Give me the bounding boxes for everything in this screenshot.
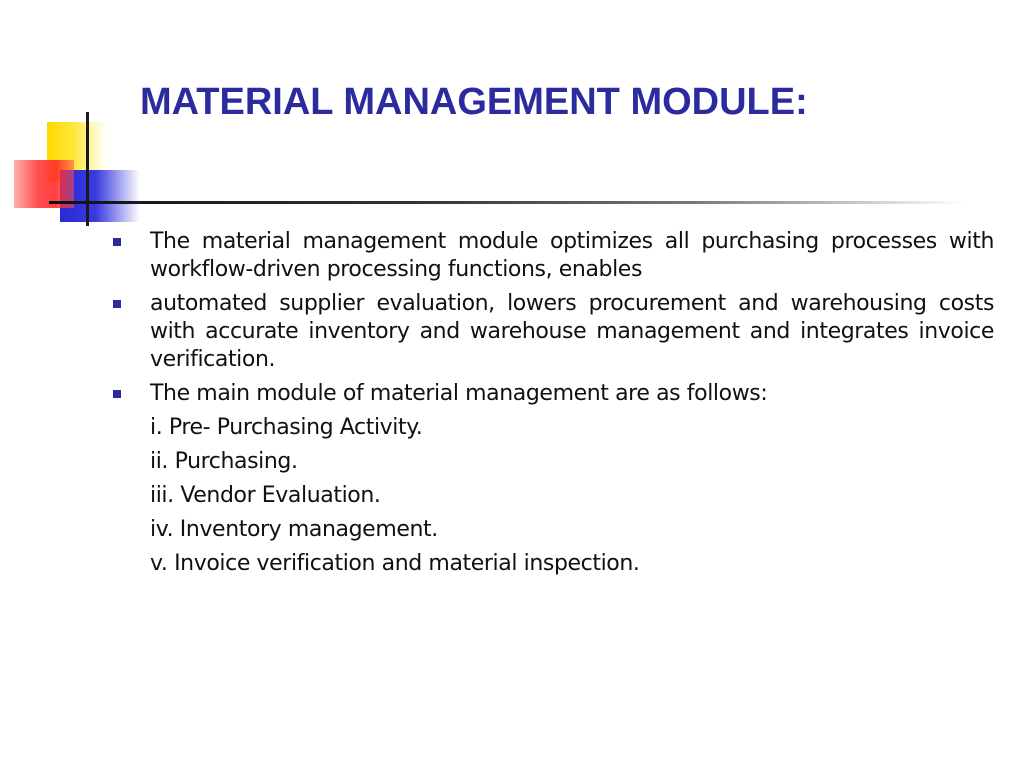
bullet-item (110, 228, 994, 284)
title-underline (49, 201, 964, 204)
sub-item: iii. Vendor Evaluation. (150, 483, 381, 508)
square-bullet-icon (113, 238, 121, 246)
square-bullet-icon (113, 300, 121, 308)
sub-item: iv. Inventory management. (150, 517, 438, 542)
slide-title: MATERIAL MANAGEMENT MODULE: (140, 81, 808, 123)
bullet-text: automated supplier evaluation, lowers procurement and warehousing costs with accurate inventory and warehouse management and integrates invoice verification. (150, 291, 994, 372)
slide-body (110, 228, 994, 578)
bullet-text: The main module of material management are as follows: (150, 381, 768, 406)
sub-item: ii. Purchasing. (150, 449, 298, 474)
bullet-text: The material management module optimizes all purchasing processes with workflow-driven processing functions, enables (150, 229, 994, 282)
bullet-item (110, 290, 994, 374)
sub-item: i. Pre- Purchasing Activity. (150, 415, 423, 440)
bullet-item (110, 380, 994, 408)
square-bullet-icon (113, 390, 121, 398)
vertical-line (86, 112, 89, 226)
sub-item: v. Invoice verification and material inspection. (150, 551, 640, 576)
